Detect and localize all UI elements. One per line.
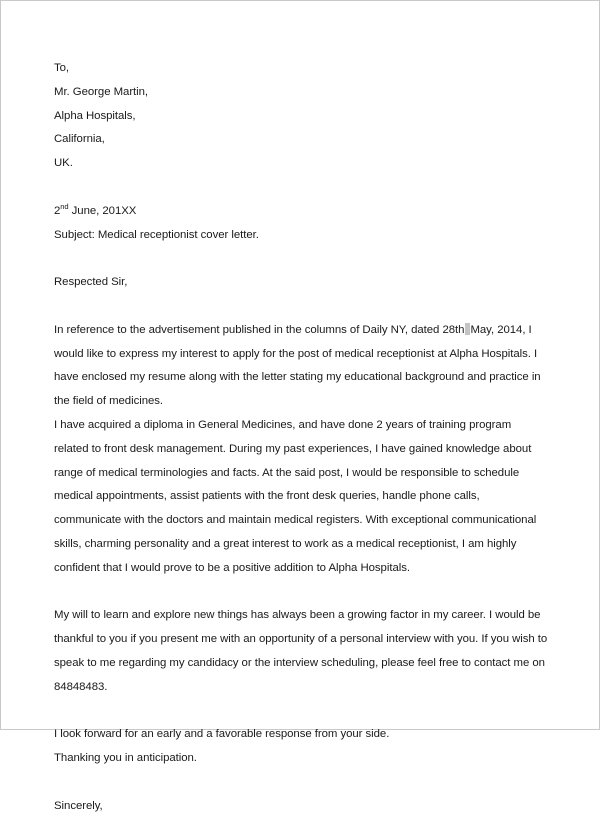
address-organization: Alpha Hospitals, [54,109,136,122]
closing-block [54,723,548,771]
spacer-before-closing [54,700,548,724]
address-state: California, [54,133,105,146]
spacer-before-salutation [54,247,548,271]
body-paragraph-1 [54,319,548,414]
paragraph-1-segment-after-caret: May, 2014, I would like to express my interest to apply for the post of medical receptionist at Alpha Hospitals. I have enclosed my resume along with the letter stating my educational background and practice in the field of medicines. [54,323,541,408]
body-paragraph-2: I have acquired a diploma in General Medicines, and have done 2 years of training program related to front desk management. During my past experiences, I have gained knowledge about range of medical terminologies and facts. At the said post, I would be responsible to schedule medical appointments, assist patients with the front desk queries, handle phone calls, communicate with the doctors and maintain medical registers. With exceptional communicational skills, charming personality and a great interest to work as a medical receptionist, I am highly confident that I would prove to be a positive addition to Alpha Hospitals. [54,418,537,574]
address-recipient-name: Mr. George Martin, [54,85,149,98]
date-rest: June, 201XX [68,204,137,217]
spacer-before-signoff [54,771,548,795]
signoff: Sincerely, [54,799,103,812]
paragraph-1-segment-before-caret: In reference to the advertisement published in the columns of Daily NY, dated 28th [54,323,465,336]
subject-line: Subject: Medical receptionist cover letter. [54,228,259,241]
address-country: UK. [54,157,73,170]
date-line [54,200,548,224]
closing-line-2: Thanking you in anticipation. [54,752,197,765]
date-ordinal-suffix: nd [60,201,69,211]
closing-line-1: I look forward for an early and a favorable response from your side. [54,728,390,741]
recipient-address-block [54,57,548,176]
salutation: Respected Sir, [54,276,128,289]
spacer-before-paragraph-3 [54,581,548,605]
spacer-after-address [54,176,548,200]
date-day: 2 [54,204,61,217]
body-paragraph-3: My will to learn and explore new things has always been a growing factor in my career. I would be thankful to you if you present me with an opportunity of a personal interview with you. If you wish to speak to me regarding my candidacy or the interview scheduling, please feel free to contact me on 84848483. [54,609,548,693]
letter-body [54,57,548,819]
spacer-after-salutation [54,295,548,319]
address-to-label: To, [54,62,70,74]
